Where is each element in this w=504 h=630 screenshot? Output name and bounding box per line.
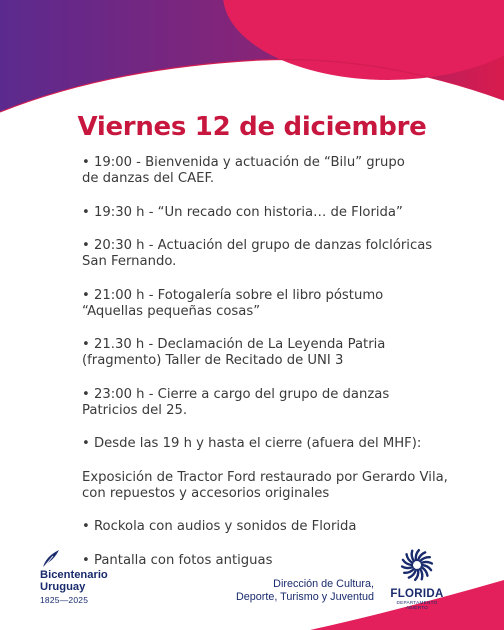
florida-subtitle: DEPARTAMENTO ABIERTO	[396, 600, 438, 610]
direccion-cultura: Dirección de Cultura, Deporte, Turismo y Juventud	[235, 578, 374, 603]
bicentenario-logo	[40, 548, 130, 605]
sun-ray	[420, 557, 430, 561]
sun-ray	[412, 551, 414, 561]
sun-spiral-icon	[400, 548, 434, 582]
list-item: • Desde las 19 h y hasta el cierre (afuera del MHF):	[82, 436, 422, 451]
event-schedule	[82, 155, 482, 586]
list-item: • 21.30 h - Declamación de La Leyenda Patria (fragmento) Taller de Recitado de UNI 3	[82, 337, 386, 368]
list-item: • Pantalla con fotos antiguas	[82, 552, 273, 568]
feather-icon	[40, 548, 62, 570]
bicentenario-title: Bicentenario Uruguay	[40, 569, 108, 593]
sun-ray	[404, 569, 414, 573]
list-item: • 20:30 h - Actuación del grupo de danzas folclóricas San Fernando.	[82, 238, 433, 269]
list-item: • 19:30 h - “Un recado con historia… de Florida”	[82, 204, 403, 220]
sun-ray	[402, 566, 412, 568]
list-item: Exposición de Tractor Ford restaurado por Gerardo Vila, con repuestos y accesorios originales	[82, 469, 448, 501]
florida-name: FLORIDA	[390, 588, 444, 600]
page-title: Viernes 12 de diciembre	[77, 112, 427, 142]
sun-ray	[420, 569, 422, 579]
list-item: • Rockola con audios y sonidos de Florida	[82, 519, 357, 534]
bicentenario-years: 1825—2025	[40, 595, 89, 605]
list-item: • 19:00 - Bienvenida y actuación de “Bilu” grupo de danzas del CAEF.	[82, 155, 405, 186]
florida-logo	[387, 548, 447, 610]
sun-ray	[422, 562, 432, 564]
list-item: • 21:00 h - Fotogalería sobre el libro póstumo “Aquellas pequeñas cosas”	[82, 287, 384, 319]
list-item: • 23:00 h - Cierre a cargo del grupo de danzas Patricios del 25.	[82, 386, 390, 418]
